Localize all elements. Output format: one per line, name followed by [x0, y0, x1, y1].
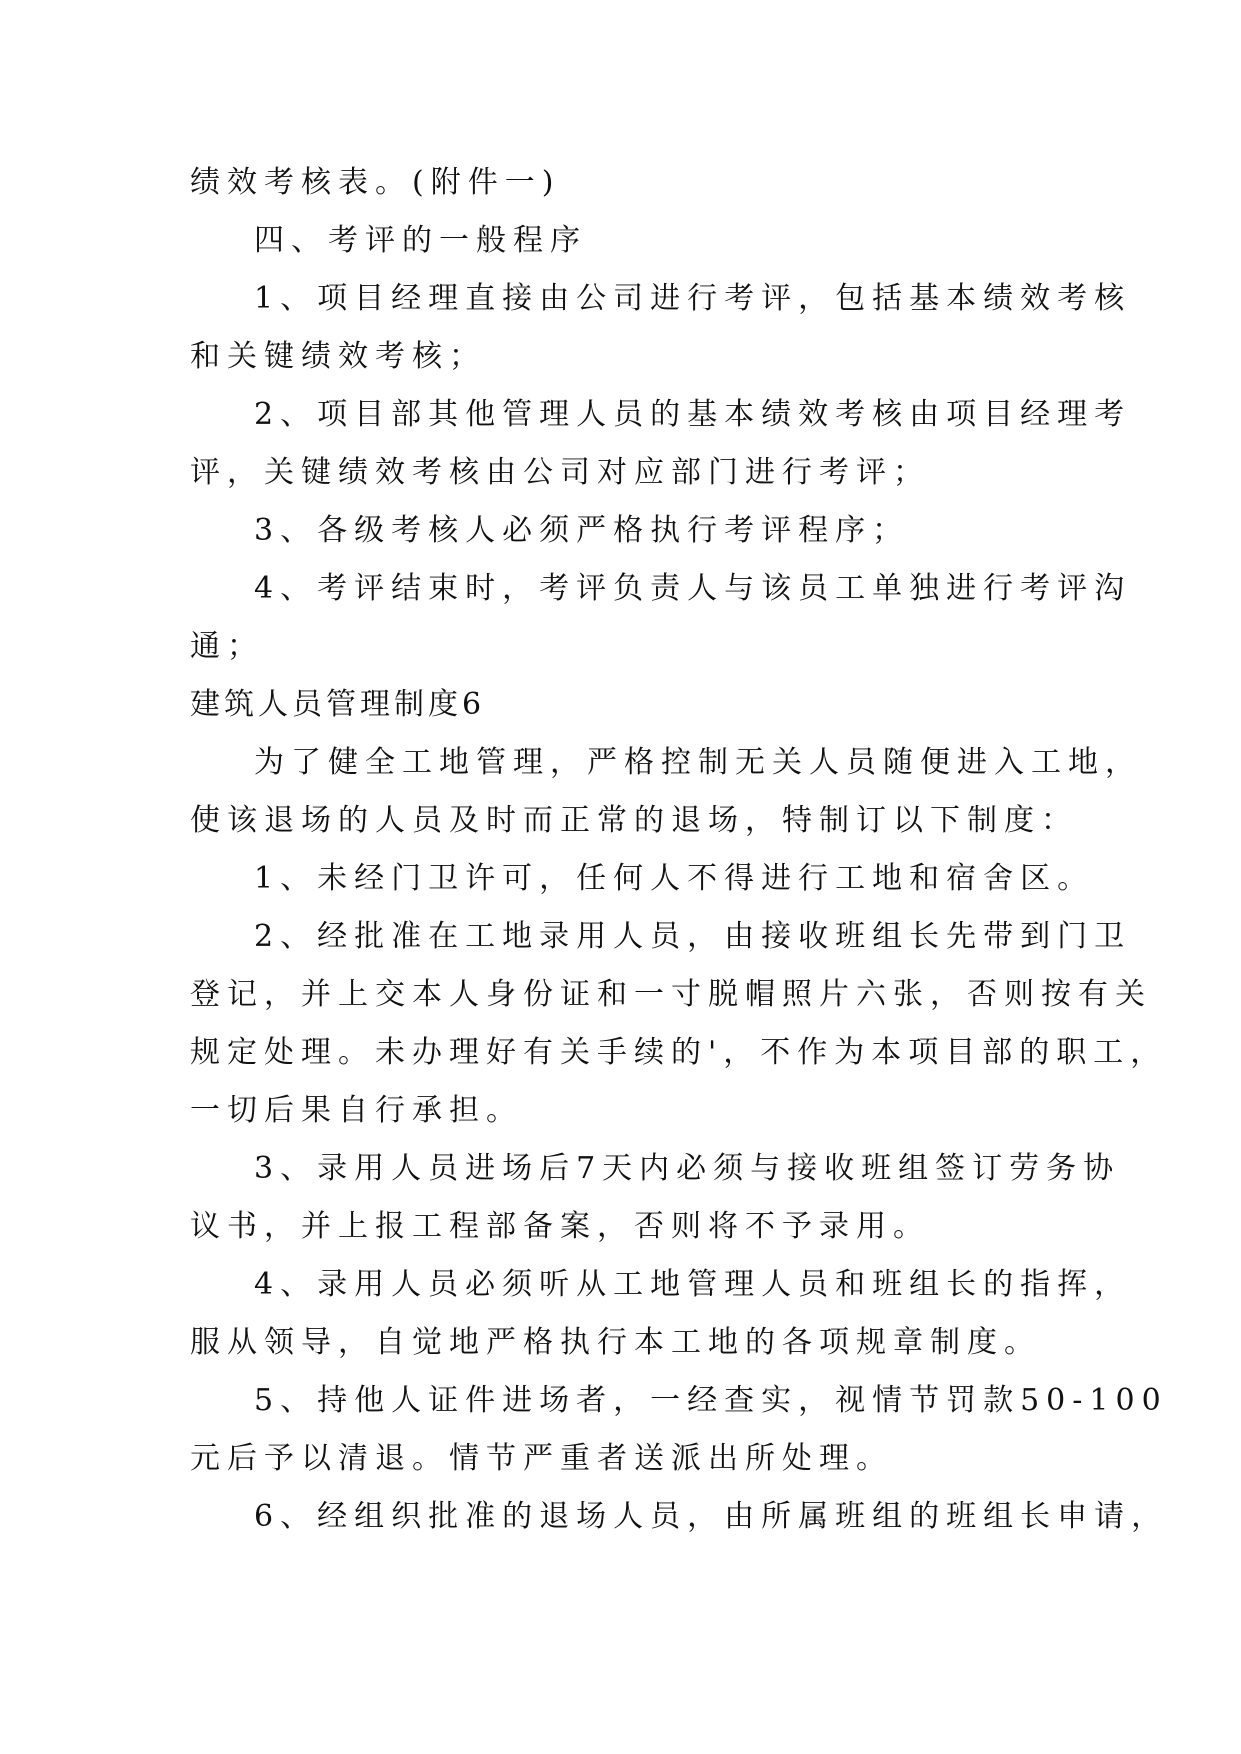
text-line: 使该退场的人员及时而正常的退场，特制订以下制度：: [190, 803, 1078, 838]
text-line: 一切后果自行承担。: [190, 1093, 523, 1128]
text-line: 4、录用人员必须听从工地管理人员和班组长的指挥，: [254, 1267, 1132, 1302]
section-heading: 四、考评的一般程序: [254, 223, 587, 258]
text-line: 4、考评结束时，考评负责人与该员工单独进行考评沟: [254, 571, 1132, 606]
text-line: 3、录用人员进场后7天内必须与接收班组签订劳务协: [254, 1151, 1121, 1186]
text-line: 评，关键绩效考核由公司对应部门进行考评；: [190, 455, 930, 490]
document-title: 建筑人员管理制度6: [190, 687, 486, 722]
text-line: 规定处理。未办理好有关手续的'，不作为本项目部的职工，: [190, 1035, 1168, 1070]
text-line: 2、项目部其他管理人员的基本绩效考核由项目经理考: [254, 397, 1132, 432]
text-line: 3、各级考核人必须严格执行考评程序；: [254, 513, 910, 548]
text-line: 元后予以清退。情节严重者送派出所处理。: [190, 1441, 893, 1476]
text-line: 通；: [190, 629, 264, 664]
text-line: 议书，并上报工程部备案，否则将不予录用。: [190, 1209, 930, 1244]
text-line: 2、经批准在工地录用人员，由接收班组长先带到门卫: [254, 919, 1132, 954]
text-line: 1、未经门卫许可，任何人不得进行工地和宿舍区。: [254, 861, 1095, 896]
text-line: 登记，并上交本人身份证和一寸脱帽照片六张，否则按有关: [190, 977, 1152, 1012]
text-line: 5、持他人证件进场者，一经查实，视情节罚款50-100: [254, 1383, 1168, 1418]
text-line: 绩效考核表。(附件一): [190, 165, 561, 200]
text-line: 6、经组织批准的退场人员，由所属班组的班组长申请，: [254, 1499, 1169, 1534]
text-line: 为了健全工地管理，严格控制无关人员随便进入工地，: [254, 745, 1142, 780]
text-line: 1、项目经理直接由公司进行考评，包括基本绩效考核: [254, 281, 1132, 316]
document-body: [190, 154, 1169, 1546]
text-line: 服从领导，自觉地严格执行本工地的各项规章制度。: [190, 1325, 1041, 1360]
text-line: 和关键绩效考核；: [190, 339, 486, 374]
